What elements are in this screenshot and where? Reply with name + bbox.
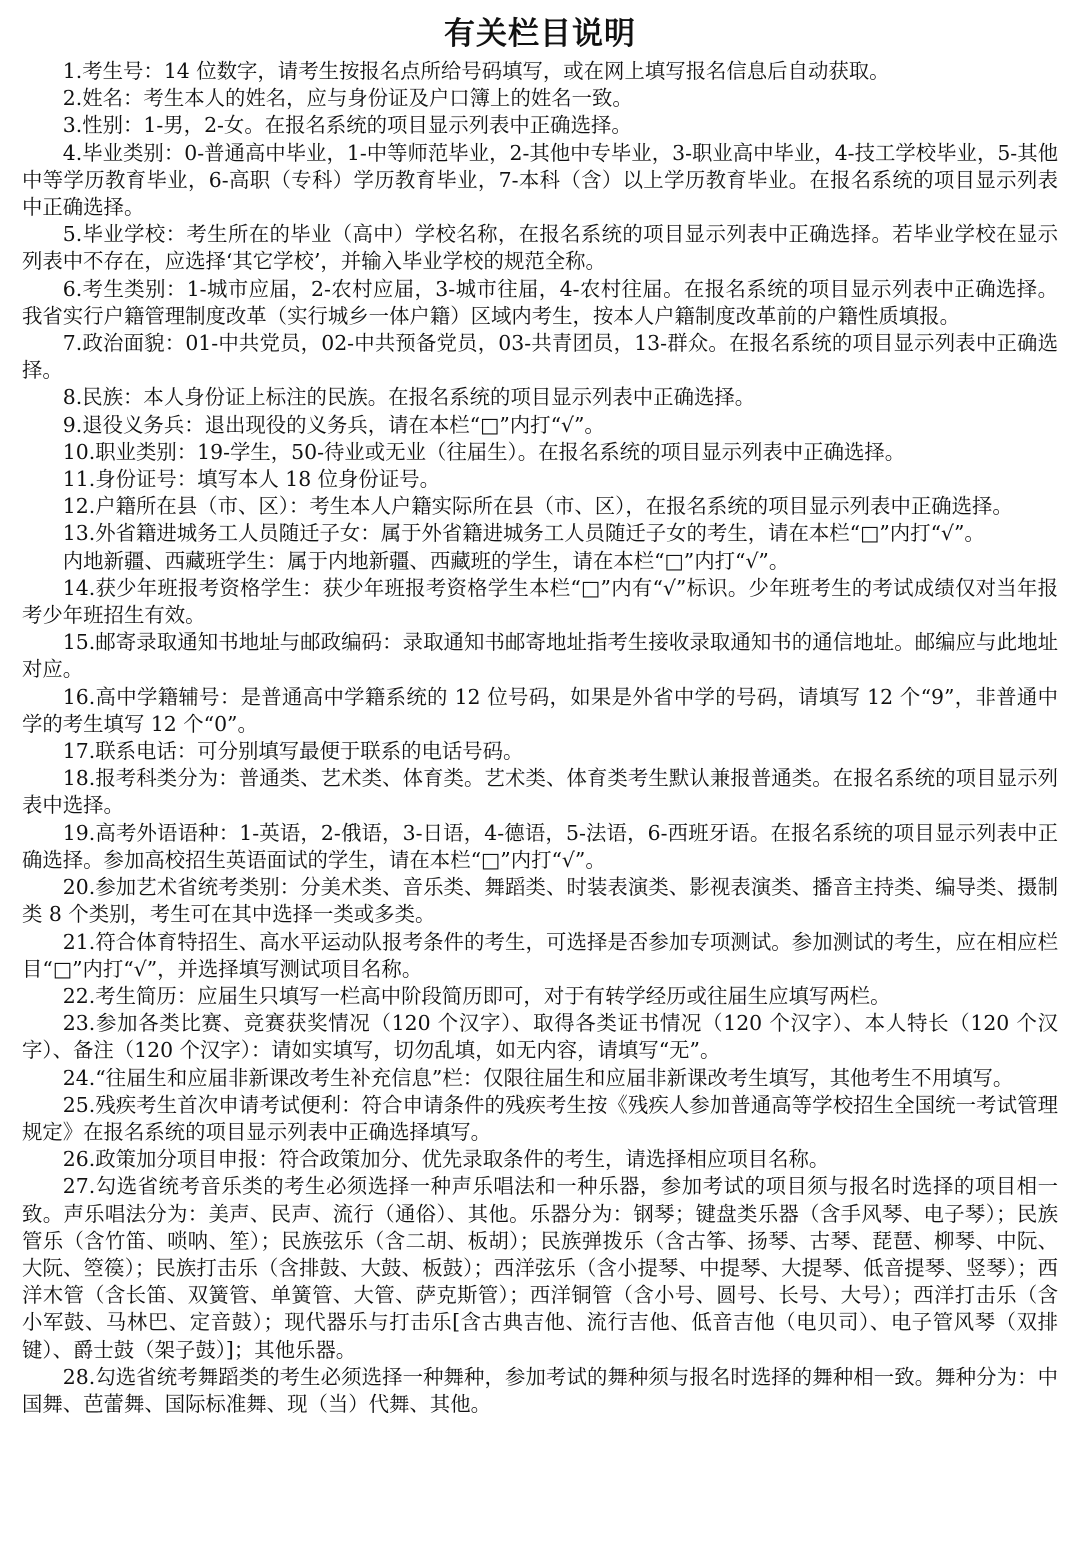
instruction-item-28: 28.勾选省统考舞蹈类的考生必须选择一种舞种，参加考试的舞种须与报名时选择的舞种相一致。舞种分为：中国舞、芭蕾舞、国际标准舞、现（当）代舞、其他。 (22, 1364, 1058, 1416)
instruction-item-22: 22.考生简历：应届生只填写一栏高中阶段简历即可，对于有转学经历或往届生应填写两栏。 (62, 983, 891, 1008)
instruction-item-14: 14.获少年班报考资格学生：获少年班报考资格学生本栏“□”内有“√”标识。少年班考生的考试成绩仅对当年报考少年班招生有效。 (22, 575, 1058, 628)
instruction-item-15: 15.邮寄录取通知书地址与邮政编码：录取通知书邮寄地址指考生接收录取通知书的通信地址。邮编应与此地址对应。 (22, 630, 1058, 682)
instruction-item-4: 4.毕业类别：0-普通高中毕业，1-中等师范毕业，2-其他中专毕业，3-职业高中毕业，4-技工学校毕业，5-其他中等学历教育毕业，6-高职（专科）学历教育毕业，7-本科（含）以上学历教育毕业。在报名系统的项目显示列表中正确选择。 (22, 140, 1058, 220)
instruction-item-23: 23.参加各类比赛、竞赛获奖情况（120 个汉字）、取得各类证书情况（120 个汉字）、本人特长（120 个汉字）、备注（120 个汉字）：请如实填写，切勿乱填，如无内容，请填写“无”。 (22, 1011, 1058, 1063)
instruction-item-11: 11.身份证号：填写本人 18 位身份证号。 (62, 467, 440, 492)
instruction-item-2: 2.姓名：考生本人的姓名，应与身份证及户口簿上的姓名一致。 (62, 86, 633, 111)
instruction-item-16: 16.高中学籍辅号：是普通高中学籍系统的 12 位号码，如果是外省中学的号码，请填写 12 个“9”，非普通中学的考生填写 12 个“0”。 (22, 684, 1058, 736)
instruction-item-3: 3.性别：1-男，2-女。在报名系统的项目显示列表中正确选择。 (62, 113, 632, 138)
instruction-item-18: 18.报考科类分为：普通类、艺术类、体育类。艺术类、体育类考生默认兼报普通类。在报名系统的项目显示列表中选择。 (22, 766, 1058, 818)
instruction-item-10: 10.职业类别：19-学生，50-待业或无业（往届生）。在报名系统的项目显示列表中正确选择。 (62, 439, 906, 464)
instruction-item-5: 5.毕业学校：考生所在的毕业（高中）学校名称，在报名系统的项目显示列表中正确选择。若毕业学校在显示列表中不存在，应选择‘其它学校’，并输入毕业学校的规范全称。 (22, 222, 1058, 274)
instruction-item-17: 17.联系电话：可分别填写最便于联系的电话号码。 (62, 739, 524, 764)
instruction-item-21: 21.符合体育特招生、高水平运动队报考条件的考生，可选择是否参加专项测试。参加测试的考生，应在相应栏目“□”内打“√”，并选择填写测试项目名称。 (22, 929, 1058, 981)
instruction-item-19: 19.高考外语语种：1-英语，2-俄语，3-日语，4-德语，5-法语，6-西班牙语。在报名系统的项目显示列表中正确选择。参加高校招生英语面试的学生，请在本栏“□”内打“√”。 (22, 820, 1058, 872)
instruction-item-7: 7.政治面貌：01-中共党员，02-中共预备党员，03-共青团员，13-群众。在报名系统的项目显示列表中正确选择。 (22, 331, 1058, 383)
instruction-item-26: 26.政策加分项目申报：符合政策加分、优先录取条件的考生，请选择相应项目名称。 (62, 1147, 830, 1172)
instruction-item-1: 1.考生号：14 位数字，请考生按报名点所给号码填写，或在网上填写报名信息后自动获取。 (62, 59, 890, 83)
page-title: 有关栏目说明 (444, 16, 636, 52)
instruction-item-8: 8.民族：本人身份证上标注的民族。在报名系统的项目显示列表中正确选择。 (62, 385, 756, 410)
instruction-item-13: 13.外省籍进城务工人员随迁子女：属于外省籍进城务工人员随迁子女的考生，请在本栏“□”内打“√”。 (62, 521, 985, 546)
instruction-item-27: 27.勾选省统考音乐类的考生必须选择一种声乐唱法和一种乐器，参加考试的项目须与报名时选择的项目相一致。声乐唱法分为：美声、民声、流行（通俗）、其他。乐器分为：钢琴；键盘类乐器（含手风琴、电子琴）；民族管乐（含竹笛、唢呐、笙）；民族弦乐（含二胡、板胡）；民族弹拨乐（含古筝、扬琴、古琴、琵琶、柳琴、中阮、大阮、箜篌）；民族打击乐（含排鼓、大鼓、板鼓）；西洋弦乐（含小提琴、中提琴、大提琴、低音提琴、竖琴）；西洋木管（含长笛、双簧管、单簧管、大管、萨克斯管）；西洋铜管（含小号、圆号、长号、大号）；西洋打击乐（含小军鼓、马林巴、定音鼓）；现代器乐与打击乐[含古典吉他、流行吉他、低音吉他（电贝司）、电子管风琴（双排键）、爵士鼓（架子鼓）]；其他乐器。 (22, 1174, 1058, 1362)
instruction-item-13-sub: 内地新疆、西藏班学生：属于内地新疆、西藏班的学生，请在本栏“□”内打“√”。 (62, 548, 790, 573)
instruction-item-24: 24.“往届生和应届非新课改考生补充信息”栏：仅限往届生和应届非新课改考生填写，其他考生不用填写。 (62, 1065, 1014, 1090)
instruction-item-20: 20.参加艺术省统考类别：分美术类、音乐类、舞蹈类、时装表演类、影视表演类、播音主持类、编导类、摄制类 8 个类别，考生可在其中选择一类或多类。 (22, 875, 1058, 927)
instruction-item-6: 6.考生类别：1-城市应届，2-农村应届，3-城市往届，4-农村往届。在报名系统的项目显示列表中正确选择。我省实行户籍管理制度改革（实行城乡一体户籍）区域内考生，按本人户籍制度改革前的户籍性质填报。 (22, 276, 1058, 328)
instruction-item-9: 9.退役义务兵：退出现役的义务兵，请在本栏“□”内打“√”。 (62, 412, 605, 437)
instruction-list (22, 58, 1058, 1418)
instruction-item-12: 12.户籍所在县（市、区）：考生本人户籍实际所在县（市、区），在报名系统的项目显示列表中正确选择。 (62, 494, 1013, 519)
instruction-item-25: 25.残疾考生首次申请考试便利：符合申请条件的残疾考生按《残疾人参加普通高等学校招生全国统一考试管理规定》在报名系统的项目显示列表中正确选择填写。 (22, 1092, 1058, 1144)
